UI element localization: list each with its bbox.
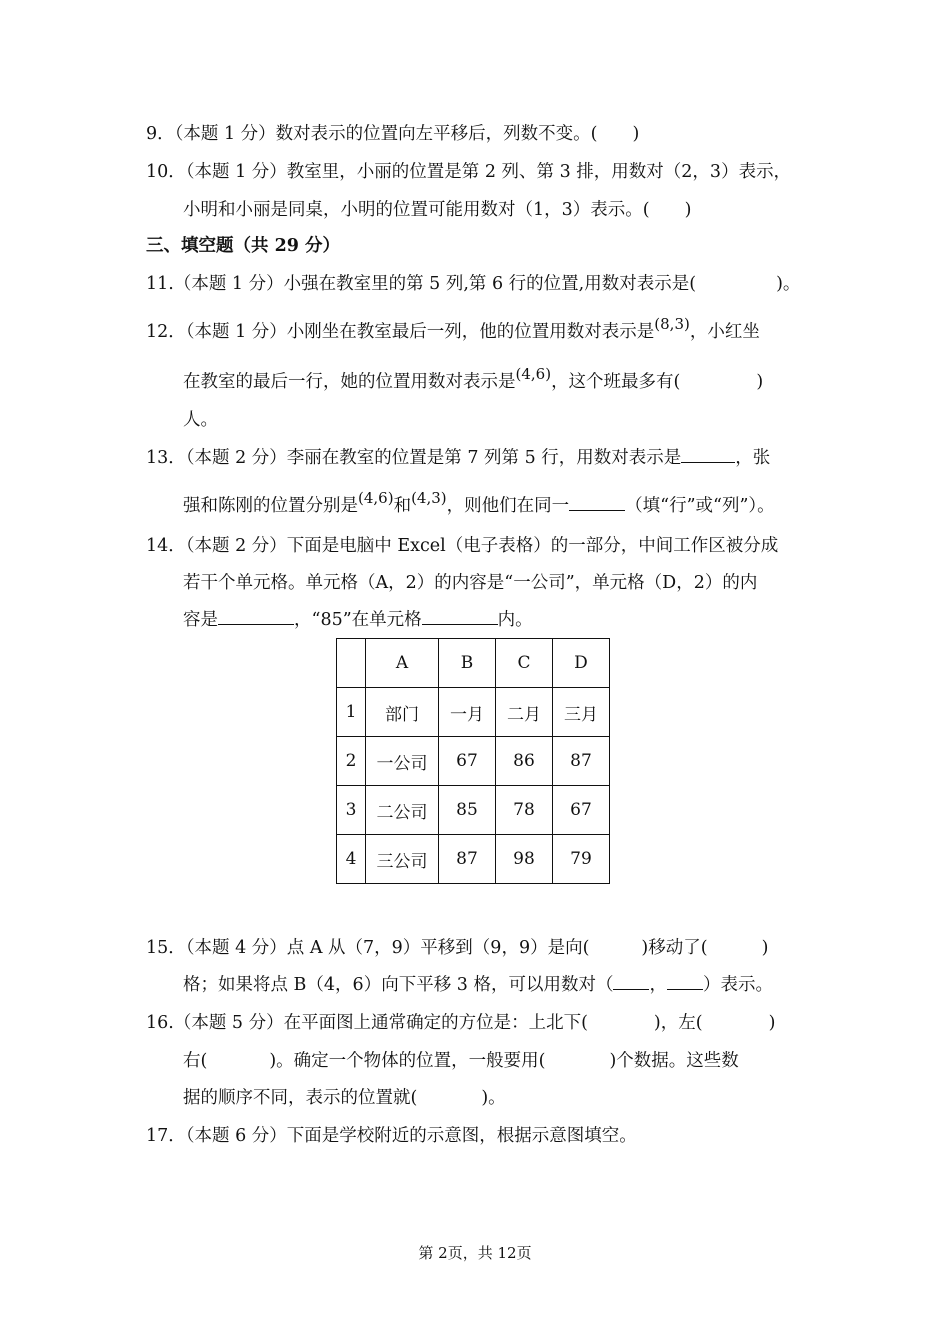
question-14-line-1: 14．（本题 2 分）下面是电脑中 Excel（电子表格）的一部分，中间工作区被分成 bbox=[146, 536, 779, 556]
table-cell: 87 bbox=[553, 737, 610, 786]
page-footer: 第 2页，共 12页 bbox=[418, 1244, 532, 1262]
question-12-text-1: 12．（本题 1 分）小刚坐在教室最后一列，他的位置用数对表示是 bbox=[146, 322, 655, 342]
table-cell: 79 bbox=[553, 835, 610, 884]
question-12-line-1 bbox=[146, 315, 760, 344]
coordinate-pair: (8,3) bbox=[654, 315, 690, 333]
table-cell: 67 bbox=[439, 737, 496, 786]
question-14-text-3: 内。 bbox=[497, 610, 533, 630]
question-14-text-2: ，“85”在单元格 bbox=[294, 610, 422, 630]
question-15-text-4: 格；如果将点 B（4，6）向下平移 3 格，可以用数对（ bbox=[183, 975, 614, 995]
question-15-text-3: ) bbox=[761, 938, 769, 958]
question-12-text-4: ，这个班最多有( bbox=[551, 372, 681, 392]
table-cell: 一月 bbox=[439, 688, 496, 737]
table-cell: 78 bbox=[496, 786, 553, 835]
excel-table bbox=[336, 638, 610, 884]
table-cell: 3 bbox=[337, 786, 366, 835]
table-cell bbox=[337, 639, 366, 688]
table-cell: 67 bbox=[553, 786, 610, 835]
question-11-end: )。 bbox=[776, 274, 801, 294]
question-15-text-5: ）表示。 bbox=[702, 975, 773, 995]
answer-blank[interactable] bbox=[422, 608, 498, 625]
table-cell: 98 bbox=[496, 835, 553, 884]
question-12-text-5: ) bbox=[756, 372, 764, 392]
table-cell: A bbox=[366, 639, 439, 688]
question-16-text-6: )个数据。这些数 bbox=[609, 1051, 739, 1071]
table-cell: 二公司 bbox=[366, 786, 439, 835]
question-10-line-2: 小明和小丽是同桌，小明的位置可能用数对（1，3）表示。( ) bbox=[183, 200, 692, 220]
question-13-text-3: 强和陈刚的位置分别是 bbox=[183, 496, 358, 516]
table-cell: 二月 bbox=[496, 688, 553, 737]
question-12-line-3: 人。 bbox=[183, 410, 218, 430]
question-16-text-5: )。确定一个物体的位置，一般要用( bbox=[269, 1051, 546, 1071]
question-15-line-2 bbox=[183, 973, 773, 997]
table-row bbox=[337, 737, 610, 786]
question-12-line-2 bbox=[183, 365, 764, 394]
question-10-line-1: 10．（本题 1 分）教室里，小丽的位置是第 2 列、第 3 排，用数对（2，3）表示， bbox=[146, 162, 792, 182]
coordinate-pair: (4,6) bbox=[358, 489, 394, 507]
question-13-text-5: （填“行”或“列”）。 bbox=[625, 496, 775, 516]
question-13-text-1: 13．（本题 2 分）李丽在教室的位置是第 7 列第 5 行，用数对表示是 bbox=[146, 448, 682, 468]
question-16-line-1 bbox=[146, 1011, 775, 1035]
table-cell: 86 bbox=[496, 737, 553, 786]
answer-blank[interactable] bbox=[681, 446, 735, 463]
table-cell: 1 bbox=[337, 688, 366, 737]
table-header-row bbox=[337, 639, 610, 688]
table-cell: 一公司 bbox=[366, 737, 439, 786]
question-15-text-2: )移动了( bbox=[641, 938, 708, 958]
section-3-title: 三、填空题（共 29 分） bbox=[146, 236, 341, 256]
question-13-text-2: ，张 bbox=[735, 448, 771, 468]
table-cell: 部门 bbox=[366, 688, 439, 737]
question-9: 9．（本题 1 分）数对表示的位置向左平移后，列数不变。( ) bbox=[146, 124, 640, 144]
question-13-line-1 bbox=[146, 446, 770, 470]
table-cell: D bbox=[553, 639, 610, 688]
question-14-line-3 bbox=[183, 608, 533, 632]
answer-blank[interactable] bbox=[667, 973, 703, 990]
table-cell: 87 bbox=[439, 835, 496, 884]
answer-blank[interactable] bbox=[218, 608, 294, 625]
question-16-line-2 bbox=[183, 1049, 739, 1073]
question-16-text-3: ) bbox=[768, 1013, 776, 1033]
coordinate-pair: (4,6) bbox=[515, 365, 552, 383]
question-13-text-4: ，则他们在同一 bbox=[446, 496, 570, 516]
question-17: 17．（本题 6 分）下面是学校附近的示意图，根据示意图填空。 bbox=[146, 1126, 637, 1146]
coordinate-pair: (4,3) bbox=[411, 489, 447, 507]
question-14-line-2: 若干个单元格。单元格（A，2）的内容是“一公司”，单元格（D，2）的内 bbox=[183, 573, 758, 593]
question-12-text-2: ，小红坐 bbox=[689, 322, 760, 342]
table-cell: 三公司 bbox=[366, 835, 439, 884]
question-15-line-1 bbox=[146, 936, 768, 960]
question-16-text-8: )。 bbox=[481, 1088, 506, 1108]
question-16-text-4: 右( bbox=[183, 1051, 208, 1071]
answer-blank[interactable] bbox=[613, 973, 649, 990]
question-16-text-2: )，左( bbox=[653, 1013, 703, 1033]
table-row bbox=[337, 786, 610, 835]
table-cell: B bbox=[439, 639, 496, 688]
table-cell: C bbox=[496, 639, 553, 688]
question-11 bbox=[146, 272, 800, 296]
question-12-text-3: 在教室的最后一行，她的位置用数对表示是 bbox=[183, 372, 516, 392]
table-cell: 2 bbox=[337, 737, 366, 786]
table-row bbox=[337, 688, 610, 737]
question-15-text-1: 15．（本题 4 分）点 A 从（7，9）平移到（9，9）是向( bbox=[146, 938, 590, 958]
answer-blank[interactable] bbox=[569, 494, 625, 511]
question-15-comma: ， bbox=[649, 975, 667, 995]
question-11-text: 11.（本题 1 分）小强在教室里的第 5 列,第 6 行的位置,用数对表示是( bbox=[146, 274, 697, 294]
table-cell: 三月 bbox=[553, 688, 610, 737]
table-row bbox=[337, 835, 610, 884]
table-cell: 4 bbox=[337, 835, 366, 884]
question-16-text-1: 16.（本题 5 分）在平面图上通常确定的方位是：上北下( bbox=[146, 1013, 588, 1033]
question-16-text-7: 据的顺序不同，表示的位置就( bbox=[183, 1088, 418, 1108]
question-16-line-3 bbox=[183, 1086, 506, 1110]
question-14-text-1: 容是 bbox=[183, 610, 218, 630]
table-cell: 85 bbox=[439, 786, 496, 835]
question-13-and: 和 bbox=[393, 496, 412, 516]
question-13-line-2 bbox=[183, 489, 775, 518]
